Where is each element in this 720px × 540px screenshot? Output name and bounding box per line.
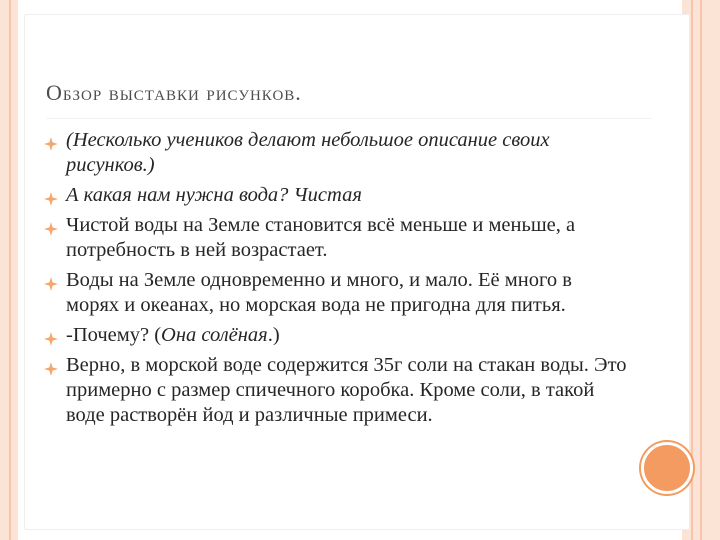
left-accent-line: [9, 0, 11, 540]
list-item-text-emphasis: Она солёная: [161, 324, 268, 346]
list-item-text: Верно, в морской воде содержится 35г соли на стакан воды. Это примерно с размер спичечного коробка. Кроме соли, в такой воде растворён йод и различные примеси.: [66, 354, 627, 426]
list-item-text-suffix: .): [267, 324, 280, 346]
list-item: [40, 128, 630, 178]
list-item: [40, 268, 630, 318]
diamond-star-icon: [44, 218, 58, 232]
list-item-text: Чистой воды на Земле становится всё меньше и меньше, а потребность в ней возрастает.: [66, 214, 576, 261]
list-item: [40, 353, 630, 428]
title-divider: [46, 118, 652, 119]
diamond-star-icon: [44, 133, 58, 147]
list-item-text: А какая нам нужна вода? Чистая: [66, 184, 362, 206]
bullet-list: [40, 128, 630, 433]
right-accent-line: [700, 0, 702, 540]
list-item-text-prefix: -Почему? (: [66, 324, 162, 346]
list-item: [40, 183, 630, 208]
slide-title: Обзор выставки рисунков.: [46, 80, 302, 105]
list-item: [40, 323, 630, 348]
diamond-star-icon: [44, 358, 58, 372]
diamond-star-icon: [44, 188, 58, 202]
diamond-star-icon: [44, 273, 58, 287]
decorative-circle: [641, 442, 693, 494]
list-item: [40, 213, 630, 263]
diamond-star-icon: [44, 328, 58, 342]
list-item-text: (Несколько учеников делают небольшое описание своих рисунков.): [66, 129, 550, 176]
list-item-text: Воды на Земле одновременно и много, и мало. Её много в морях и океанах, но морская вода не пригодна для питья.: [66, 269, 572, 316]
